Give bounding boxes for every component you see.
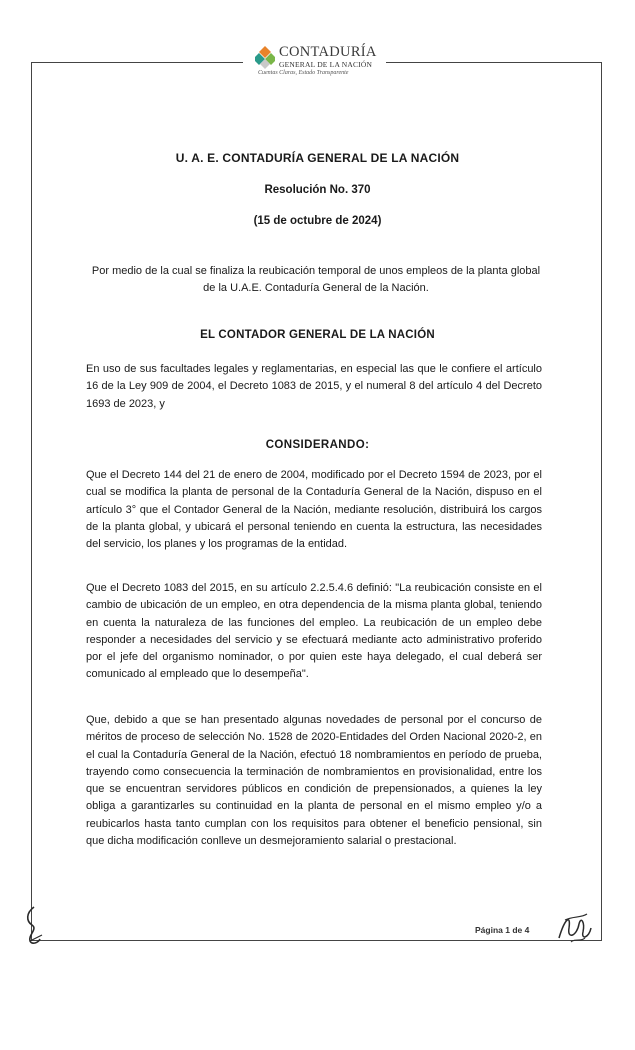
resolution-date: (15 de octubre de 2024): [253, 215, 382, 227]
considerando-paragraph-3: Que, debido a que se han presentado algunas novedades de personal por el concurso de méritos de proceso de selección No. 1528 de 2020-Entidades del Orden Nacional 2020-2, en el cual la Contaduría General de la Nación, efectuó 18 nombramientos en período de prueba, trayendo como consecuencia la terminación de nombramientos en provisionalidad, entre los que se encuentran servidores públicos en condición de prepensionados, a quienes la ley obliga a garantizarles su continuidad en la planta de personal en el mismo empleo y/o a reubicarlos hasta tanto cumplan con los requisitos para obtener el beneficio pensional, sin que dicha modificación conlleve un desmejoramiento salarial o prestacional.: [86, 714, 542, 848]
intro-paragraph: En uso de sus facultades legales y reglamentarias, en especial las que le confiere el artículo 16 de la Ley 909 de 2004, el Decreto 1083 de 2015, y el numeral 8 del artículo 4 del Decreto 1693 de 2023, y: [86, 363, 542, 410]
page-border-top-left: [31, 62, 243, 63]
contaduria-logo: [255, 44, 385, 80]
document-title: U. A. E. CONTADURÍA GENERAL DE LA NACIÓN: [175, 151, 460, 165]
page-number: Página 1 de 4: [475, 925, 530, 935]
logo-name: CONTADURÍA: [279, 44, 377, 60]
subject-text: Por medio de la cual se finaliza la reubicación temporal de unos empleos de la planta global de la U.A.E. Contaduría General de la Nación.: [91, 265, 541, 294]
considerando-paragraph-2: Que el Decreto 1083 del 2015, en su artículo 2.2.5.4.6 definió: "La reubicación consiste en el cambio de ubicación de un empleo, en otra dependencia de la misma planta global, teniendo en cuenta la naturaleza de las funciones del empleo. La reubicación de un empleo debe responder a necesidades del servicio y se efectuará mediante acto administrativo proferido por el jefe del organismo nominador, o por quien este haya delegado, el cual deberá ser comunicado al empleado que lo desempeña".: [86, 582, 542, 681]
page-border-top-right: [386, 62, 602, 63]
considerando-heading: CONSIDERANDO:: [265, 439, 370, 451]
resolution-subject: [86, 263, 546, 297]
handwritten-signature: [555, 908, 595, 946]
page-border-bottom: [31, 940, 602, 941]
logo-tagline: Cuentas Claras, Estado Transparente: [258, 70, 349, 76]
resolution-number: Resolución No. 370: [264, 184, 371, 196]
handwritten-initial-mark: [22, 905, 46, 947]
signer-heading: EL CONTADOR GENERAL DE LA NACIÓN: [200, 329, 435, 341]
considerando-paragraph-1: Que el Decreto 144 del 21 de enero de 2004, modificado por el Decreto 1594 de 2023, por el cual se modifica la planta de personal de la Contaduría General de la Nación, dispuso en el artículo 3° que el Contador General de la Nación, mediante resolución, distribuirá los cargos de la planta global, y ubicará el personal teniendo en cuenta la estructura, las necesidades del servicio, los planes y los programas de la entidad.: [86, 469, 542, 551]
contaduria-logo-icon: [255, 46, 275, 70]
logo-subname: GENERAL DE LA NACIÓN: [279, 60, 373, 69]
